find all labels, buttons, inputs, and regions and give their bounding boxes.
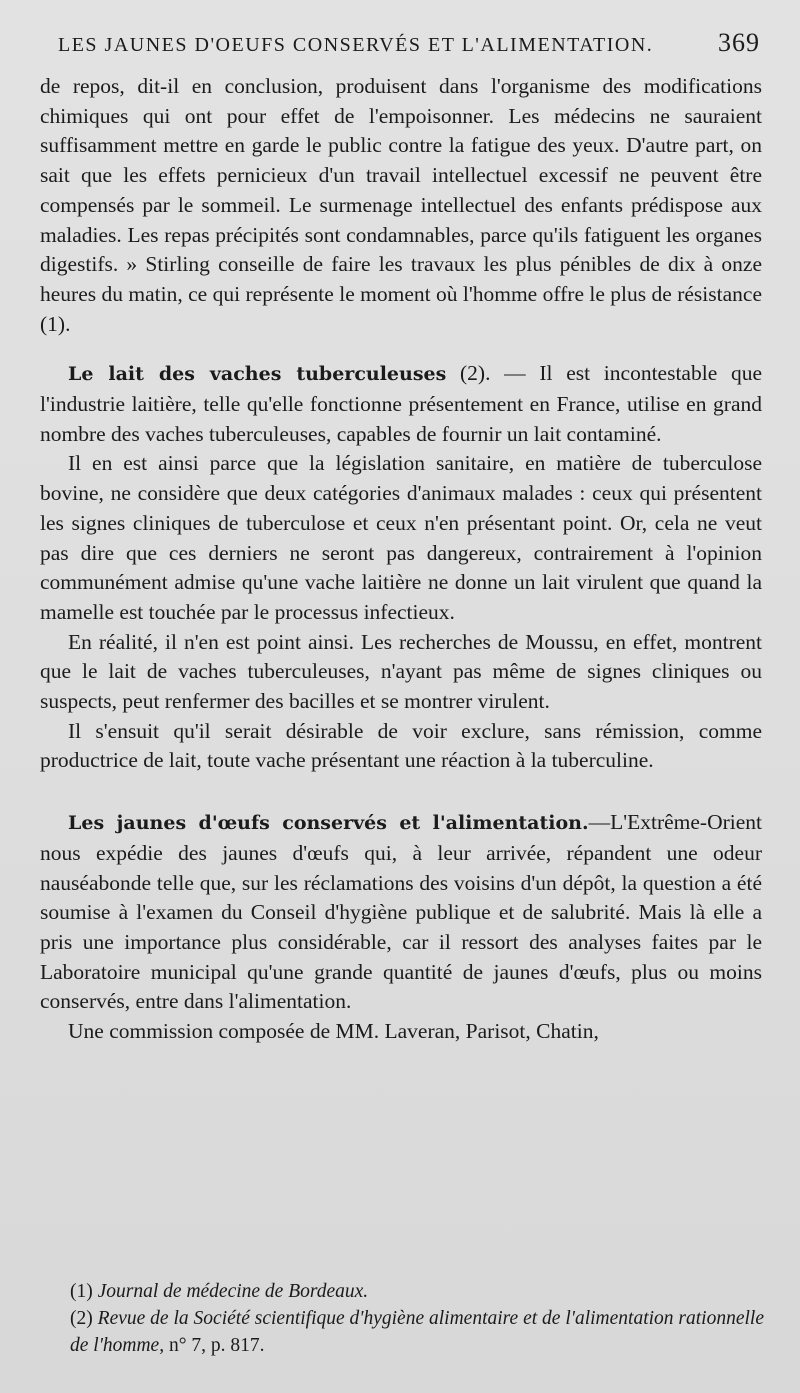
- page-header: [58, 30, 760, 60]
- running-title: LES JAUNES D'OEUFS CONSERVÉS ET L'ALIMENTATION.: [58, 34, 654, 56]
- paragraph-legislation: Il en est ainsi parce que la législation sanitaire, en matière de tuberculose bovine, ne considère que deux catégories d'animaux malades : ceux qui présentent les signes cliniques de tuberculose et ceux n'en présentant point. Or, cela ne veut pas dire que ces derniers ne seront pas dangereux, contrairement à l'opinion communément admise qu'une vache laitière ne donne un lait virulent que quand la mamelle est touchée par le processus infectieux.: [40, 451, 762, 624]
- section-text-milk: — Il est incontestable que l'industrie laitière, telle qu'elle fonctionne présentement en France, utilise en grand nombre des vaches tuberculeuses, capables de fournir un lait contaminé.: [40, 361, 762, 446]
- section-heading-milk: Le lait des vaches tuberculeuses: [68, 363, 447, 386]
- footnote-1: [70, 1278, 764, 1305]
- footnote-2-rest: n° 7, p. 817.: [164, 1335, 265, 1356]
- page-body: [40, 72, 762, 1047]
- paragraph-commission: Une commission composée de MM. Laveran, Parisot, Chatin,: [68, 1019, 599, 1044]
- paragraph-moussu: En réalité, il n'en est point ainsi. Les recherches de Moussu, en effet, montrent que le lait de vaches tuberculeuses, n'ayant pas même de signes cliniques ou suspects, peut renfermer des bacilles et se montrer virulent.: [40, 629, 762, 714]
- page-number: 369: [718, 28, 760, 57]
- paragraph-continuation: de repos, dit-il en conclusion, produisent dans l'organisme des modifications chimiques qui ont pour effet de l'empoisonner. Les médecins ne sauraient suffisamment mettre en garde le public contre la fatigue des yeux. D'autre part, on sait que les effets pernicieux d'un travail intellectuel excessif ne peuvent être compensés par le sommeil. Le surmenage intellectuel des enfants prédispose aux maladies. Les repas précipités sont condamnables, parce qu'ils fatiguent les organes digestifs. » Stirling conseille de faire les travaux les plus pénibles de dix à onze heures du matin, ce qui représente le moment où l'homme offre le plus de résistance (1).: [40, 74, 762, 336]
- footnote-1-text: Journal de médecine de Bordeaux.: [97, 1281, 369, 1302]
- footnote-1-mark: (1): [70, 1281, 93, 1302]
- paragraph-tuberculin: Il s'ensuit qu'il serait désirable de voir exclure, sans rémission, comme productrice de lait, toute vache présentant une réaction à la tuberculine.: [40, 718, 762, 773]
- section-heading-eggs: Les jaunes d'œufs conservés et l'alimentation.: [68, 812, 589, 835]
- footnote-2: [70, 1305, 764, 1359]
- section-egg-yolks: [40, 808, 762, 1017]
- footnote-2-mark: (2): [70, 1308, 93, 1329]
- section-tuberculous-milk: [40, 359, 762, 449]
- footnote-2-text: Revue de la Société scientifique d'hygiène alimentaire et de l'alimentation rationnelle de l'homme,: [70, 1308, 764, 1356]
- footnotes: [70, 1278, 764, 1359]
- section-text-eggs: —L'Extrême-Orient nous expédie des jaunes d'œufs qui, à leur arrivée, répandent une odeur nauséabonde telle que, sur les réclamations des voisins d'un dépôt, la question a été soumise à l'examen du Conseil d'hygiène publique et de salubrité. Mais là elle a pris une importance plus considérable, car il ressort des analyses faites par le Laboratoire municipal qu'une grande quantité de jaunes d'œufs, plus ou moins conservés, entre dans l'alimentation.: [40, 810, 762, 1014]
- footnote-ref-2: (2).: [446, 361, 491, 386]
